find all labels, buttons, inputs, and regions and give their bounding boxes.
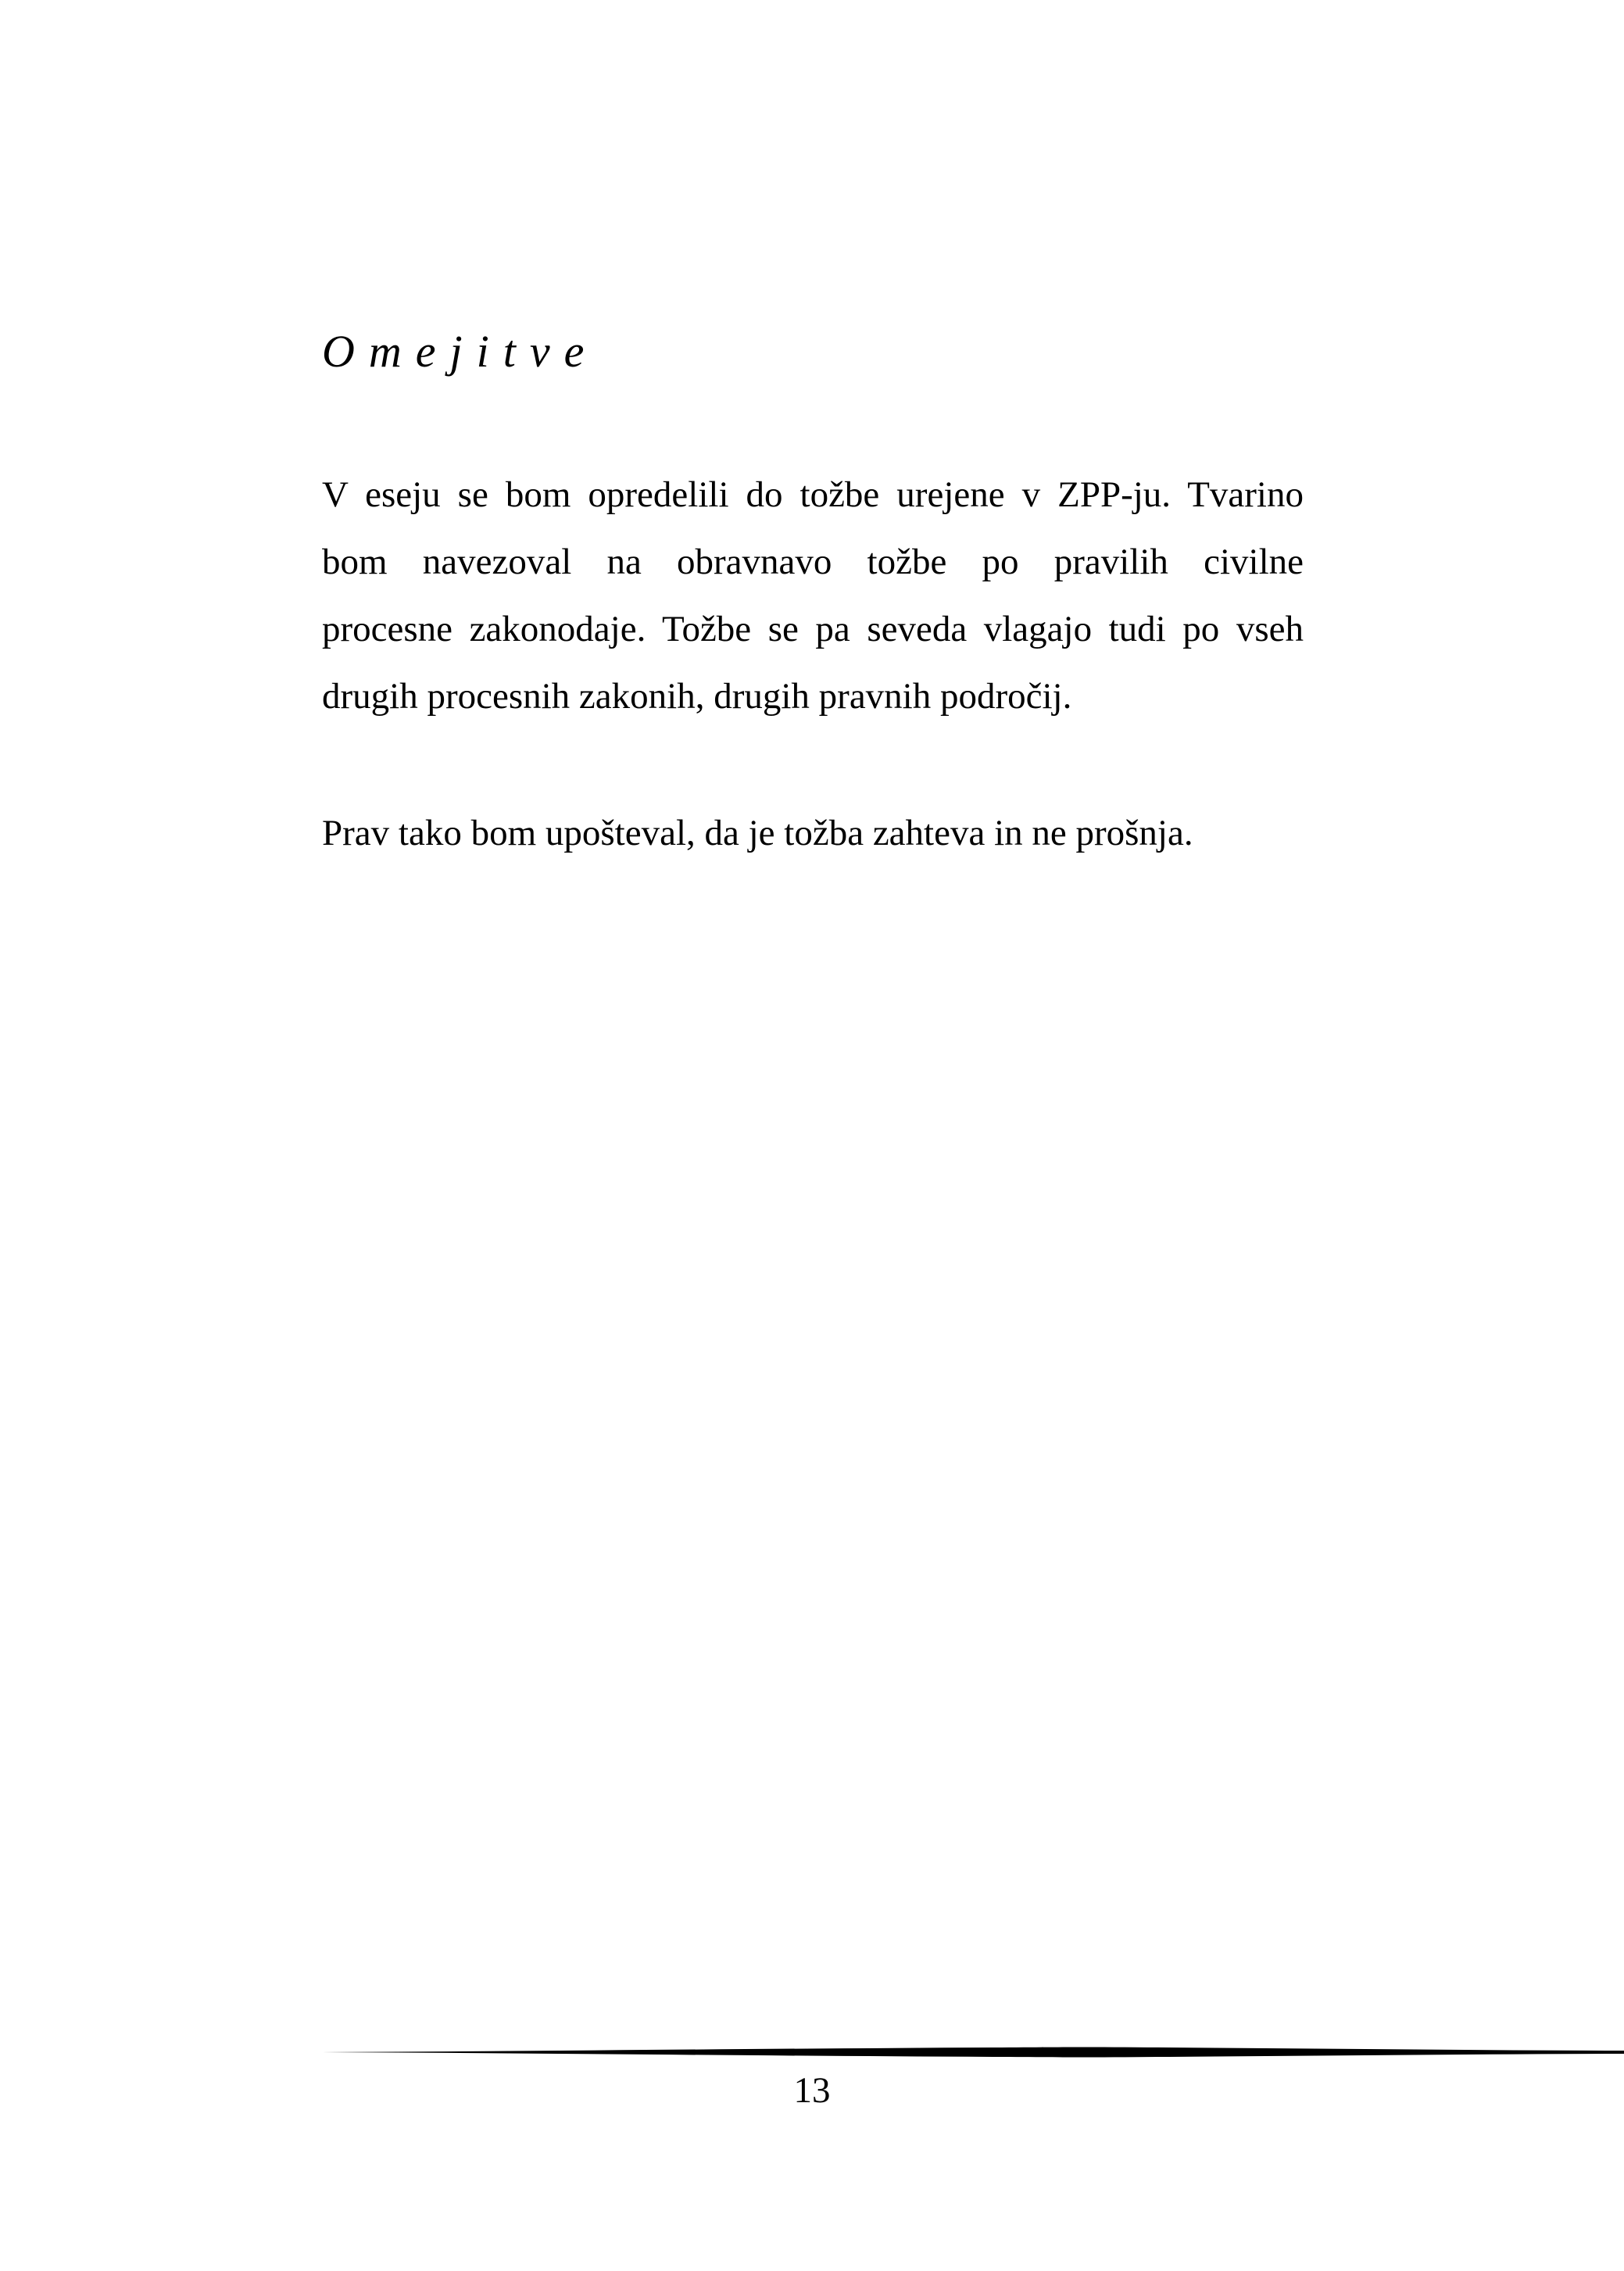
paragraph-consideration: Prav tako bom upošteval, da je tožba zahteva in ne prošnja. bbox=[322, 813, 1193, 853]
paragraph-line: bom navezoval na obravnavo tožbe po pravilih civilne bbox=[322, 542, 1304, 582]
paragraph-line: V eseju se bom opredelili do tožbe urejene v ZPP-ju. Tvarino bbox=[322, 474, 1304, 515]
section-heading: Omejitve bbox=[322, 326, 599, 377]
paragraph-line: drugih procesnih zakonih, drugih pravnih področij. bbox=[322, 676, 1072, 717]
footer-rule bbox=[322, 2046, 1624, 2058]
paragraph-limitations bbox=[322, 461, 1304, 730]
paragraph-line: procesne zakonodaje. Tožbe se pa seveda vlagajo tudi po vseh bbox=[322, 609, 1304, 649]
page-number: 13 bbox=[793, 2070, 831, 2111]
